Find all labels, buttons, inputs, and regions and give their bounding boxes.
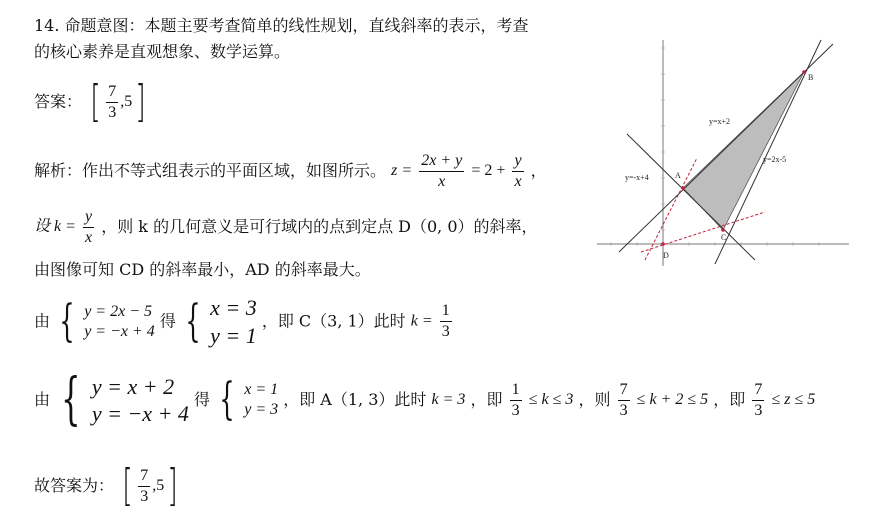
fraction-ineq-2: $\frac{7}{3}$: [619, 380, 628, 419]
fraction-one-third: $\frac{1}{3}$: [441, 302, 450, 340]
image-line: 由图像可知 CD 的斜率最小，AD 的斜率最大。: [34, 260, 371, 279]
label-c: C: [721, 233, 727, 242]
final-interval: [ $\frac{7}{3}$ ,5 ]: [122, 460, 179, 511]
title-line-2: 的核心素养是直观想象、数学运算。: [34, 42, 291, 61]
fraction-2x-plus-y-over-x: $\frac{2x + y}{x}$: [421, 152, 463, 190]
label-d: D: [663, 251, 669, 260]
answer-line: [34, 76, 149, 127]
feasible-region-graph: [597, 38, 853, 268]
system-2-line: 由 { y = x + 2 y = −x + 4 得 { x = 1 y = 3 ，即 A（1, 3）此时 k = 3 ，即 $\frac{1}{3}$ ≤ k ≤ 3 ，则 $\frac{7}{3}$ ≤ k + 2 ≤ 5 ，即 $\frac{7}{3}$ ≤ z ≤ 5: [34, 367, 816, 432]
label-line-3: y=-x+4: [625, 173, 649, 182]
answer-label: 答案：: [34, 92, 83, 111]
label-a: A: [675, 171, 681, 180]
title-line-1: 14. 命题意图：本题主要考查简单的线性规划，直线斜率的表示，考查: [34, 16, 529, 35]
fraction-ineq-1: $\frac{1}{3}$: [511, 380, 520, 419]
label-line-1: y=x+2: [709, 117, 731, 126]
set-k-line: 设 k = $\frac{y}{x}$ ，则 k 的几何意义是可行域内的点到定点 D（0, 0）的斜率，: [34, 208, 538, 246]
label-line-2: y=2x-5: [763, 155, 787, 164]
system-2: y = x + 2 y = −x + 4: [91, 373, 189, 426]
label-b: B: [808, 73, 814, 82]
answer-fraction: $\frac{7}{3}$: [108, 82, 117, 121]
final-fraction: $\frac{7}{3}$: [140, 466, 149, 505]
analysis-line: 解析：作出不等式组表示的平面区域，如图所示。 z = $\frac{2x + y}{x}$ = 2 + $\frac{y}{x}$ ，: [34, 152, 547, 190]
final-answer-line: 故答案为： [ $\frac{7}{3}$ ,5 ]: [34, 464, 181, 508]
system-1-line: 由 { y = 2x − 5 y = −x + 4 得 { x = 3 y = 1 ，即 C（3, 1）此时 k = $\frac{1}{3}$: [34, 295, 450, 348]
point-c: [721, 228, 725, 232]
system-1: y = 2x − 5 y = −x + 4: [84, 302, 155, 340]
point-d: [661, 242, 665, 246]
fraction-y-over-x: $\frac{y}{x}$: [514, 152, 522, 190]
fraction-ineq-3: $\frac{7}{3}$: [754, 380, 763, 419]
solution-1: x = 3 y = 1: [210, 295, 257, 348]
fraction-k: $\frac{y}{x}$: [85, 208, 93, 246]
point-b: [802, 70, 806, 74]
solution-2: x = 1 y = 3: [244, 381, 279, 418]
point-a: [681, 186, 685, 190]
answer-interval: [ $\frac{7}{3}$ ,5 ]: [90, 76, 147, 127]
